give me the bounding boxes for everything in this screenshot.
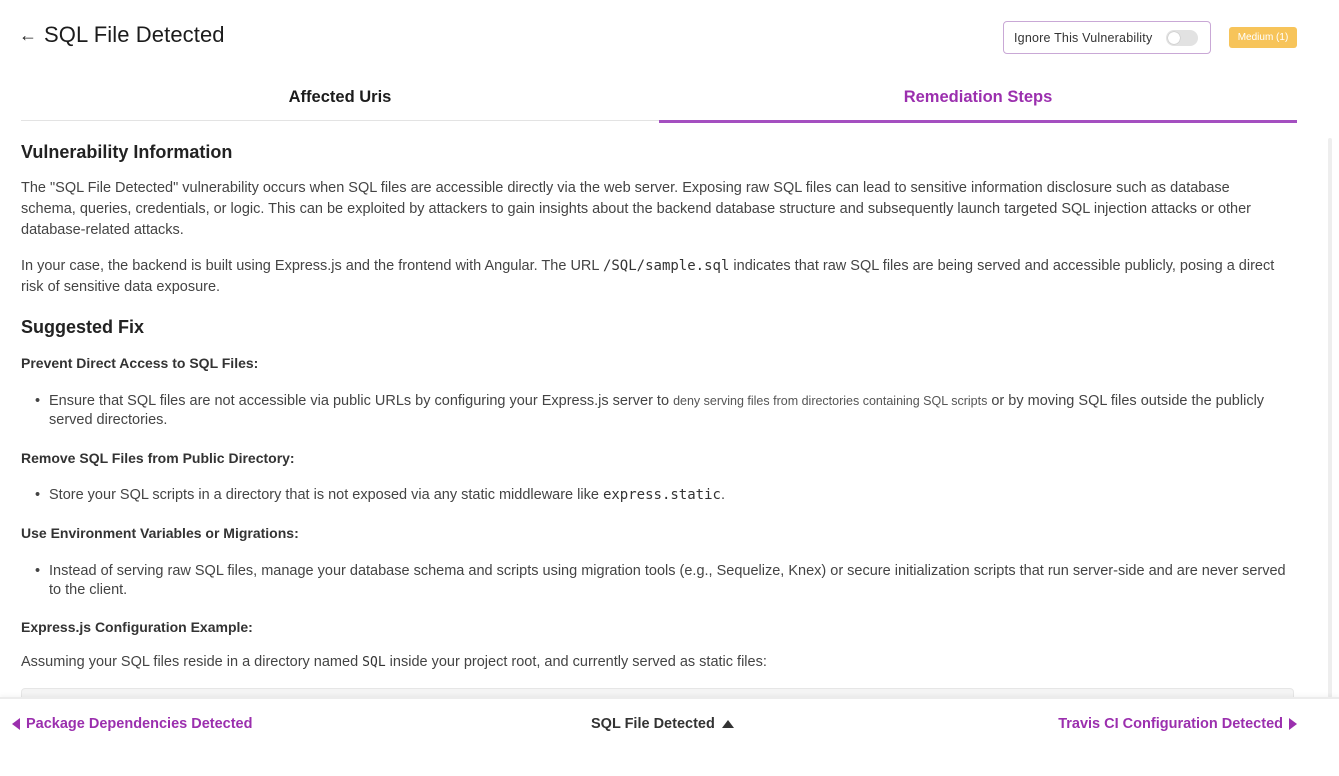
ignore-vulnerability-label: Ignore This Vulnerability xyxy=(1014,30,1153,45)
caret-up-icon[interactable] xyxy=(722,720,734,728)
page-header xyxy=(0,0,1339,70)
vulnerability-context xyxy=(21,256,1283,298)
vulnerability-navigation xyxy=(0,697,1339,776)
step2-text-pre: Store your SQL scripts in a directory that is not exposed via any static middleware like xyxy=(49,487,603,503)
step1-text-post: or by moving SQL files outside the publicly served directories. xyxy=(49,393,1265,428)
step1-text-small: deny serving files from directories containing SQL scripts xyxy=(673,394,988,408)
ignore-vulnerability-toggle[interactable] xyxy=(1166,30,1198,46)
step3-heading: Use Environment Variables or Migrations: xyxy=(21,525,299,541)
list-item xyxy=(49,486,1299,505)
next-vulnerability-link[interactable] xyxy=(1058,716,1297,732)
ignore-vulnerability-control[interactable] xyxy=(1003,21,1211,54)
vulnerability-info-heading: Vulnerability Information xyxy=(21,142,233,162)
step4-text-pre: Assuming your SQL files reside in a directory named xyxy=(21,654,363,670)
list-item xyxy=(49,392,1299,430)
remediation-content xyxy=(21,128,1301,698)
page-title: SQL File Detected xyxy=(44,22,225,47)
step1-heading: Prevent Direct Access to SQL Files: xyxy=(21,355,259,371)
step4-code: SQL xyxy=(362,655,386,670)
context-text-pre: In your case, the backend is built using Express.js and the frontend with Angular. The URL xyxy=(21,258,603,274)
context-url-code: /SQL/sample.sql xyxy=(602,258,730,274)
step2-text-post: . xyxy=(720,487,725,503)
content-scrollbar[interactable] xyxy=(1328,138,1332,698)
toggle-knob xyxy=(1168,32,1180,44)
tab-affected-uris[interactable]: Affected Uris xyxy=(288,88,392,106)
suggested-fix-heading: Suggested Fix xyxy=(21,317,145,337)
current-vulnerability-label: SQL File Detected xyxy=(591,716,715,732)
step4-heading: Express.js Configuration Example: xyxy=(21,619,253,635)
tab-bar xyxy=(21,74,1297,121)
previous-vulnerability-label: Package Dependencies Detected xyxy=(26,716,253,732)
step4-description xyxy=(21,652,1283,673)
tab-remediation-steps[interactable]: Remediation Steps xyxy=(659,74,1297,121)
vulnerability-description: The "SQL File Detected" vulnerability occurs when SQL files are accessible directly via the web server. Exposing raw SQL files can lead to sensitive information disclosure such as database schema, queries, credentials, or logic. This can be exploited by attackers to gain insights about the backend database structure and subsequently launch targeted SQL injection attacks or other database-related attacks. xyxy=(21,180,1252,238)
context-text-post: indicates that raw SQL files are being served and accessible publicly, posing a direct risk of sensitive data exposure. xyxy=(21,258,1275,295)
list-item: • Instead of serving raw SQL files, manage your database schema and scripts using migration tools (e.g., Sequelize, Knex) or secure initialization scripts that run server-side and are never served to the client. xyxy=(49,562,1299,600)
step1-text-pre: Ensure that SQL files are not accessible via public URLs by configuring your Express.js server to xyxy=(49,393,674,409)
previous-vulnerability-link[interactable] xyxy=(12,716,252,732)
current-vulnerability xyxy=(591,716,734,732)
step2-code: express.static xyxy=(602,487,721,503)
caret-left-icon xyxy=(12,718,20,730)
arrow-left-icon[interactable]: ← xyxy=(19,25,37,45)
caret-right-icon xyxy=(1289,718,1297,730)
severity-badge: Medium (1) xyxy=(1229,27,1297,48)
step4-text-post: inside your project root, and currently served as static files: xyxy=(385,654,767,670)
step2-heading: Remove SQL Files from Public Directory: xyxy=(21,450,295,466)
next-vulnerability-label: Travis CI Configuration Detected xyxy=(1058,716,1283,732)
